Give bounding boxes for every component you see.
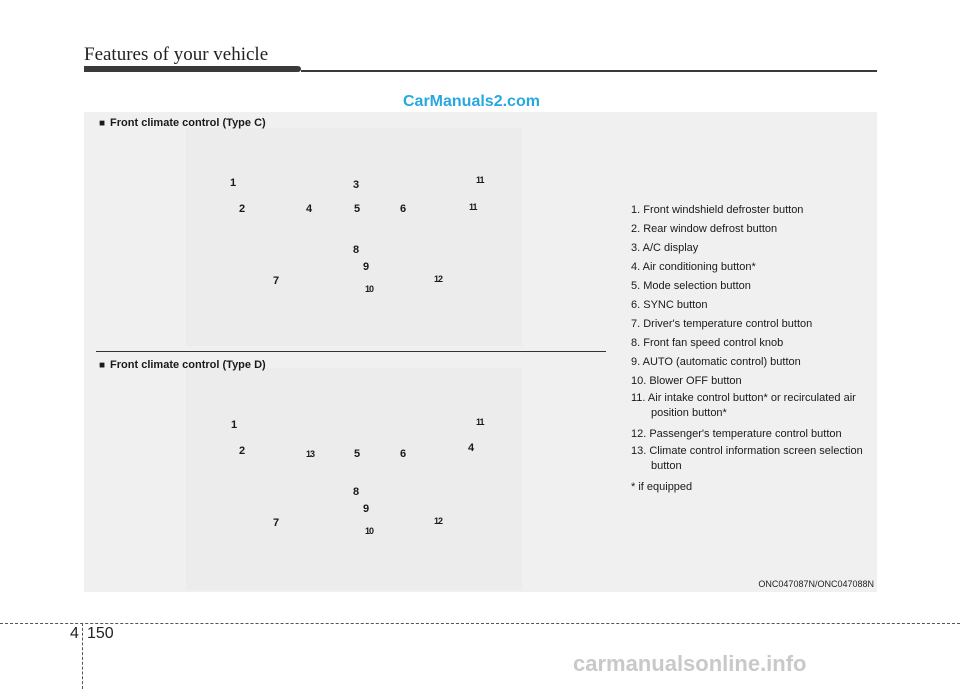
watermark-bottom: carmanualsonline.info [573, 651, 807, 676]
legend-item: 13. Climate control information screen selection button [631, 445, 863, 472]
callout-label: 3 [353, 179, 360, 191]
legend-item: 7. Driver's temperature control button [631, 318, 813, 330]
callout-label: 2 [239, 445, 246, 457]
callout-label: 10 [365, 284, 374, 294]
callout-label: 11 [476, 417, 484, 427]
legend-item: 11. Air intake control button* or recirculated air position button* [631, 392, 856, 419]
callout-label: 1 [230, 177, 237, 189]
header-line [301, 70, 877, 72]
callout-label: 4 [468, 442, 475, 454]
figure-reference-code: ONC047087N/ONC047088N [758, 579, 874, 589]
callout-label: 5 [354, 203, 361, 215]
section-title-type-d [99, 359, 266, 371]
callout-label: 7 [273, 517, 280, 529]
callout-label: 5 [354, 448, 361, 460]
legend-item: 4. Air conditioning button* [631, 261, 756, 273]
callout-label: 12 [434, 516, 443, 526]
section-divider [96, 351, 606, 352]
callout-label: 11 [469, 202, 477, 212]
legend-item: 10. Blower OFF button [631, 375, 742, 387]
callout-label: 1 [231, 419, 238, 431]
callout-label: 6 [400, 203, 407, 215]
legend-item: 6. SYNC button [631, 299, 708, 311]
legend-list [631, 201, 881, 497]
bullet-square-icon: ■ [99, 118, 106, 129]
legend-item: 12. Passenger's temperature control button [631, 428, 842, 440]
header-bar [84, 66, 301, 72]
legend-item: * if equipped [631, 481, 693, 493]
callout-label: 8 [353, 486, 360, 498]
header-title: Features of your vehicle [84, 44, 269, 65]
bullet-square-icon: ■ [99, 360, 106, 371]
section-title-text: Front climate control (Type C) [110, 117, 266, 129]
legend-item: 3. A/C display [631, 242, 699, 254]
diagram-type-c [186, 128, 522, 346]
legend-item: 5. Mode selection button [631, 280, 751, 292]
watermark-top: CarManuals2.com [403, 93, 540, 110]
legend-item: 8. Front fan speed control knob [631, 337, 784, 349]
footer-vertical-line [82, 623, 83, 689]
legend-item: 9. AUTO (automatic control) button [631, 356, 801, 368]
page-number: 150 [87, 625, 114, 642]
chapter-number: 4 [70, 625, 79, 642]
section-title-text: Front climate control (Type D) [110, 359, 266, 371]
callout-label: 9 [363, 503, 370, 515]
section-title-type-c [99, 117, 266, 129]
callout-label: 2 [239, 203, 246, 215]
callout-label: 10 [365, 526, 374, 536]
callout-label: 6 [400, 448, 407, 460]
callout-label: 12 [434, 274, 443, 284]
callout-label: 8 [353, 244, 360, 256]
callout-label: 9 [363, 261, 370, 273]
callout-label: 7 [273, 275, 280, 287]
footer-dashed-line [0, 623, 960, 624]
legend-item: 2. Rear window defrost button [631, 223, 778, 235]
callout-label: 4 [306, 203, 313, 215]
diagram-type-d [186, 368, 522, 590]
callout-label: 11 [476, 175, 484, 185]
callout-label: 13 [306, 449, 315, 459]
legend-item: 1. Front windshield defroster button [631, 204, 804, 216]
figure-panel [84, 112, 877, 592]
